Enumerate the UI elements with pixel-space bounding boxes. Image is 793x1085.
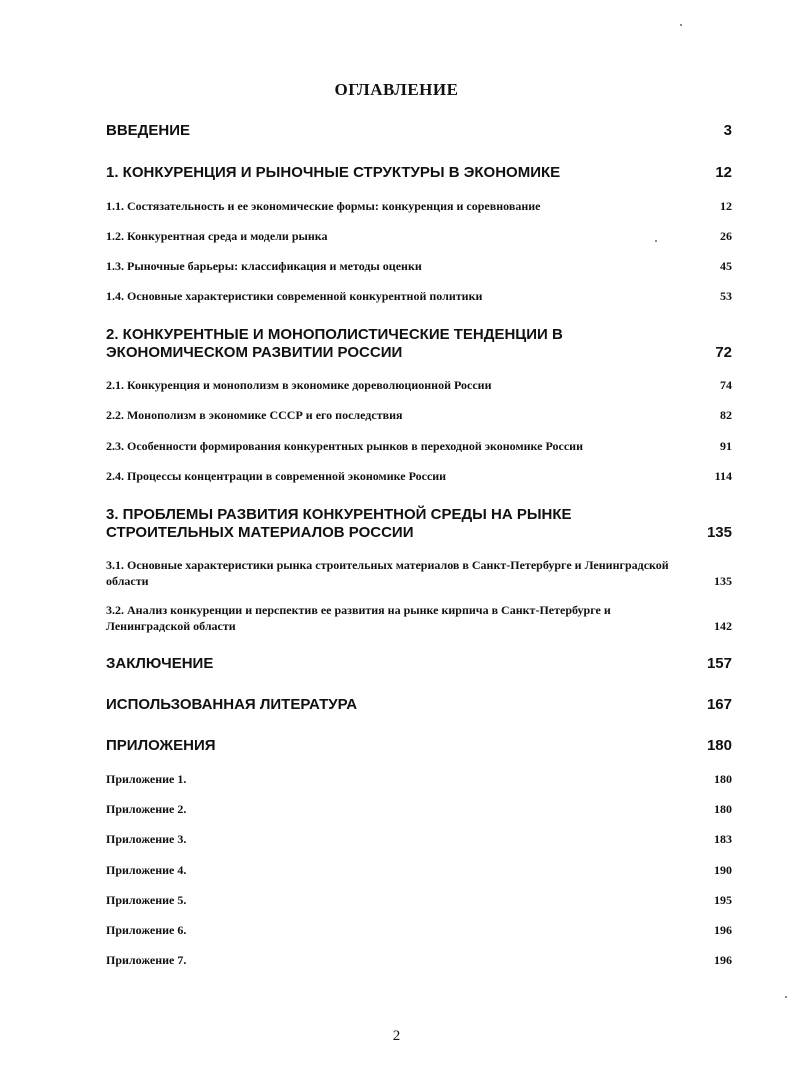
toc-entry-label: 2.2. Монополизм в экономике СССР и его последствия: [106, 408, 403, 422]
toc-entry-page: 26: [720, 229, 732, 243]
toc-entry-page: 180: [714, 802, 732, 816]
toc-entry-page: 53: [720, 289, 732, 303]
toc-entry-page: 180: [714, 772, 732, 786]
toc-entry-page: 142: [714, 619, 732, 633]
toc-entry-page: 114: [714, 469, 732, 483]
toc-entry-label: ЗАКЛЮЧЕНИЕ: [106, 655, 214, 672]
toc-entry-introduction[interactable]: [106, 122, 732, 140]
toc-entry-section-2-3[interactable]: [106, 438, 732, 454]
toc-entry-label: Приложение 6.: [106, 923, 187, 937]
toc-entry-label: Приложение 1.: [106, 772, 187, 786]
toc-entry-page: 180: [706, 737, 732, 754]
toc-entry-page: 12: [720, 199, 732, 213]
scan-speck: [680, 24, 682, 26]
toc-entry-conclusion[interactable]: [106, 655, 732, 673]
scan-speck: [655, 240, 657, 242]
toc-entry-label: 2.3. Особенности формирования конкурентных рынков в переходной экономике России: [106, 439, 583, 453]
toc-entry-page: 196: [714, 953, 732, 967]
toc-entry-label: 1.1. Состязательность и ее экономические формы: конкуренция и соревнование: [106, 199, 541, 213]
page-title: ОГЛАВЛЕНИЕ: [334, 80, 459, 99]
toc-entry-chapter-2[interactable]: [106, 326, 732, 362]
toc-entry-page: 91: [720, 439, 732, 453]
toc-entry-label: 1.2. Конкурентная среда и модели рынка: [106, 229, 328, 243]
scan-speck: [785, 996, 787, 998]
toc-entry-page: 45: [720, 259, 732, 273]
toc-entry-section-3-1[interactable]: [106, 557, 732, 589]
toc-entry-appendix-5[interactable]: [106, 892, 732, 908]
toc-entry-section-1-2[interactable]: [106, 228, 732, 244]
toc-entry-appendices[interactable]: [106, 737, 732, 755]
toc-entry-label: Приложение 2.: [106, 802, 187, 816]
toc-entry-appendix-7[interactable]: [106, 952, 732, 968]
toc-entry-chapter-3[interactable]: [106, 506, 732, 542]
toc-entry-section-3-2[interactable]: [106, 602, 732, 634]
toc-entry-section-2-1[interactable]: [106, 377, 732, 393]
toc-entry-label: ПРИЛОЖЕНИЯ: [106, 737, 216, 754]
toc-entry-page: 135: [706, 524, 732, 541]
toc-entry-label: 3. ПРОБЛЕМЫ РАЗВИТИЯ КОНКУРЕНТНОЙ СРЕДЫ НА РЫНКЕ СТРОИТЕЛЬНЫХ МАТЕРИАЛОВ РОССИИ: [106, 506, 572, 541]
toc-entry-label: 2.1. Конкуренция и монополизм в экономике дореволюционной России: [106, 378, 492, 392]
toc-entry-label: 1. КОНКУРЕНЦИЯ И РЫНОЧНЫЕ СТРУКТУРЫ В ЭКОНОМИКЕ: [106, 164, 561, 181]
toc-entry-page: 157: [706, 655, 732, 672]
toc-entry-section-2-2[interactable]: [106, 407, 732, 423]
toc-entry-appendix-1[interactable]: [106, 771, 732, 787]
toc-entry-label: Приложение 3.: [106, 832, 187, 846]
toc-entry-page: 82: [720, 408, 732, 422]
toc-entry-page: 135: [714, 574, 732, 588]
toc-entry-label: 3.1. Основные характеристики рынка строительных материалов в Санкт-Петербурге и Ленинградской области: [106, 558, 669, 588]
toc-entry-chapter-1[interactable]: [106, 164, 732, 182]
toc-entry-page: 196: [714, 923, 732, 937]
toc-entry-label: 2.4. Процессы концентрации в современной экономике России: [106, 469, 447, 483]
toc-entry-label: ИСПОЛЬЗОВАННАЯ ЛИТЕРАТУРА: [106, 696, 358, 713]
toc-entry-page: 12: [715, 164, 732, 181]
toc-entry-label: 1.4. Основные характеристики современной конкурентной политики: [106, 289, 483, 303]
toc-entry-references[interactable]: [106, 696, 732, 714]
toc-entry-page: 3: [723, 122, 732, 139]
toc-entry-section-1-4[interactable]: [106, 288, 732, 304]
toc-entry-section-2-4[interactable]: [106, 468, 732, 484]
toc-entry-page: 74: [720, 378, 732, 392]
toc-entry-appendix-4[interactable]: [106, 862, 732, 878]
toc-entry-label: 3.2. Анализ конкуренции и перспектив ее развития на рынке кирпича в Санкт-Петербурге и Ленинградской области: [106, 603, 611, 633]
toc-entry-label: Приложение 4.: [106, 863, 187, 877]
toc-entry-label: 2. КОНКУРЕНТНЫЕ И МОНОПОЛИСТИЧЕСКИЕ ТЕНДЕНЦИИ В ЭКОНОМИЧЕСКОМ РАЗВИТИИ РОССИИ: [106, 326, 563, 361]
toc-entry-page: 190: [714, 863, 732, 877]
toc-entry-label: Приложение 7.: [106, 953, 187, 967]
toc-entry-page: 167: [706, 696, 732, 713]
page-number: 2: [392, 1028, 401, 1044]
toc-entry-appendix-2[interactable]: [106, 801, 732, 817]
toc-entry-page: 195: [714, 893, 732, 907]
toc-entry-appendix-6[interactable]: [106, 922, 732, 938]
toc-entry-section-1-3[interactable]: [106, 258, 732, 274]
toc-entry-label: ВВЕДЕНИЕ: [106, 122, 190, 139]
toc-entry-label: Приложение 5.: [106, 893, 187, 907]
toc-entry-label: 1.3. Рыночные барьеры: классификация и методы оценки: [106, 259, 422, 273]
toc-entry-appendix-3[interactable]: [106, 831, 732, 847]
toc-entry-section-1-1[interactable]: [106, 198, 732, 214]
toc-entry-page: 183: [714, 832, 732, 846]
toc-entry-page: 72: [715, 344, 732, 361]
